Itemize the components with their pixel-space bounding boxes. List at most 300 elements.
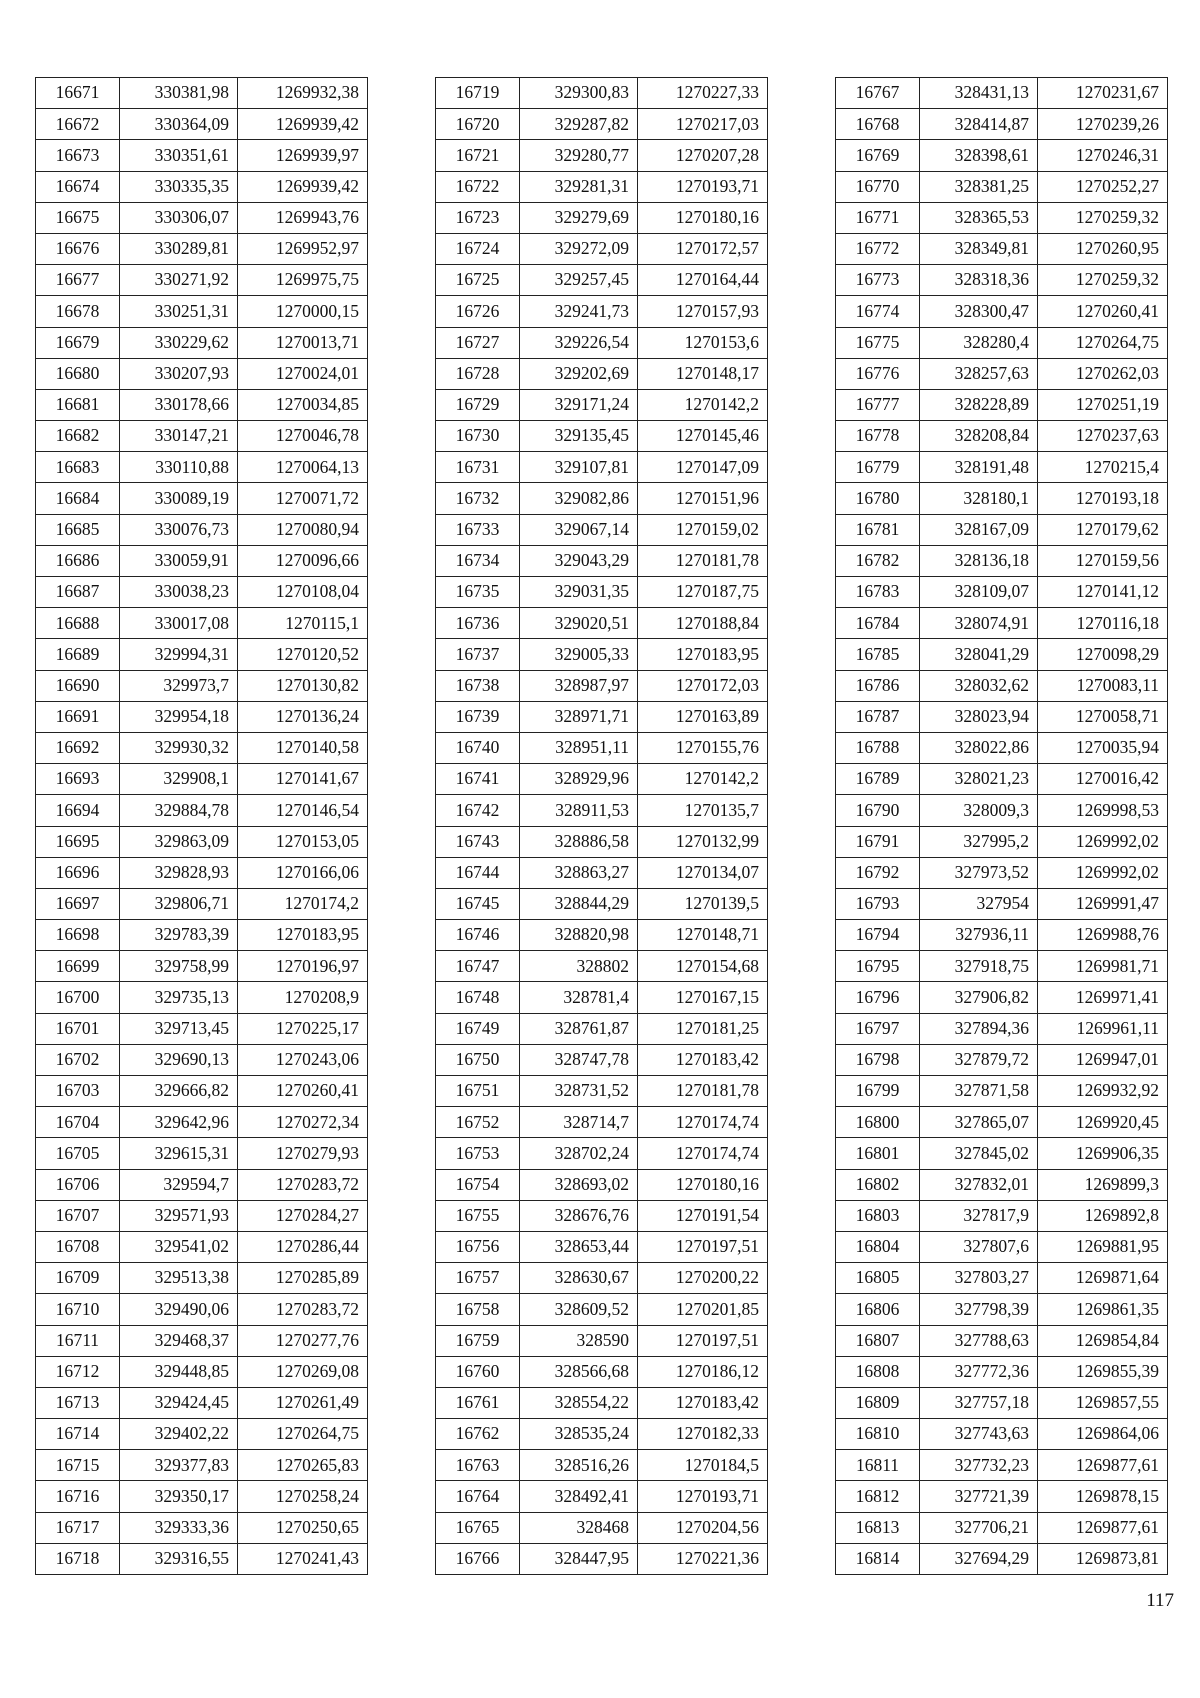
table-row	[836, 795, 1168, 826]
y-coordinate-cell: 1270251,19	[1038, 389, 1168, 420]
y-coordinate-cell: 1270283,72	[238, 1294, 368, 1325]
table-row	[36, 1231, 368, 1262]
y-coordinate-cell: 1270283,72	[238, 1169, 368, 1200]
point-number-cell: 16808	[836, 1356, 920, 1387]
x-coordinate-cell: 327879,72	[920, 1044, 1038, 1075]
table-row	[36, 1169, 368, 1200]
point-number-cell: 16729	[436, 389, 520, 420]
x-coordinate-cell: 328021,23	[920, 764, 1038, 795]
point-number-cell: 16676	[36, 233, 120, 264]
x-coordinate-cell: 329402,22	[120, 1419, 238, 1450]
x-coordinate-cell: 329202,69	[520, 358, 638, 389]
x-coordinate-cell: 327865,07	[920, 1107, 1038, 1138]
y-coordinate-cell: 1270134,07	[638, 857, 768, 888]
table-row	[436, 1543, 768, 1574]
y-coordinate-cell: 1269939,97	[238, 140, 368, 171]
x-coordinate-cell: 327732,23	[920, 1450, 1038, 1481]
x-coordinate-cell: 329758,99	[120, 951, 238, 982]
point-number-cell: 16708	[36, 1231, 120, 1262]
point-number-cell: 16705	[36, 1138, 120, 1169]
x-coordinate-cell: 328653,44	[520, 1231, 638, 1262]
y-coordinate-cell: 1270279,93	[238, 1138, 368, 1169]
point-number-cell: 16732	[436, 483, 520, 514]
coordinate-table-3	[835, 77, 1168, 1575]
x-coordinate-cell: 329424,45	[120, 1387, 238, 1418]
table-row	[436, 452, 768, 483]
x-coordinate-cell: 330306,07	[120, 202, 238, 233]
point-number-cell: 16797	[836, 1013, 920, 1044]
table-row	[36, 764, 368, 795]
y-coordinate-cell: 1269991,47	[1038, 888, 1168, 919]
x-coordinate-cell: 327973,52	[920, 857, 1038, 888]
x-coordinate-cell: 330089,19	[120, 483, 238, 514]
point-number-cell: 16799	[836, 1076, 920, 1107]
table-row	[436, 514, 768, 545]
x-coordinate-cell: 330289,81	[120, 233, 238, 264]
y-coordinate-cell: 1270200,22	[638, 1263, 768, 1294]
table-row	[836, 826, 1168, 857]
x-coordinate-cell: 330017,08	[120, 608, 238, 639]
table-row	[436, 327, 768, 358]
point-number-cell: 16728	[436, 358, 520, 389]
x-coordinate-cell: 328414,87	[920, 109, 1038, 140]
point-number-cell: 16741	[436, 764, 520, 795]
x-coordinate-cell: 328951,11	[520, 732, 638, 763]
x-coordinate-cell: 327743,63	[920, 1419, 1038, 1450]
table-body	[836, 78, 1168, 1575]
x-coordinate-cell: 329666,82	[120, 1076, 238, 1107]
point-number-cell: 16762	[436, 1419, 520, 1450]
point-number-cell: 16684	[36, 483, 120, 514]
x-coordinate-cell: 327706,21	[920, 1512, 1038, 1543]
x-coordinate-cell: 328516,26	[520, 1450, 638, 1481]
table-row	[36, 140, 368, 171]
x-coordinate-cell: 328381,25	[920, 171, 1038, 202]
x-coordinate-cell: 329490,06	[120, 1294, 238, 1325]
point-number-cell: 16747	[436, 951, 520, 982]
table-row	[436, 920, 768, 951]
point-number-cell: 16706	[36, 1169, 120, 1200]
y-coordinate-cell: 1270250,65	[238, 1512, 368, 1543]
table-row	[36, 1200, 368, 1231]
table-row	[36, 670, 368, 701]
y-coordinate-cell: 1270231,67	[1038, 78, 1168, 109]
point-number-cell: 16787	[836, 701, 920, 732]
table-row	[36, 421, 368, 452]
x-coordinate-cell: 329594,7	[120, 1169, 238, 1200]
x-coordinate-cell: 329279,69	[520, 202, 638, 233]
x-coordinate-cell: 330271,92	[120, 265, 238, 296]
table-row	[836, 109, 1168, 140]
point-number-cell: 16772	[836, 233, 920, 264]
y-coordinate-cell: 1270166,06	[238, 857, 368, 888]
y-coordinate-cell: 1269854,84	[1038, 1325, 1168, 1356]
x-coordinate-cell: 329031,35	[520, 577, 638, 608]
y-coordinate-cell: 1270183,42	[638, 1044, 768, 1075]
point-number-cell: 16779	[836, 452, 920, 483]
x-coordinate-cell: 329735,13	[120, 982, 238, 1013]
y-coordinate-cell: 1269864,06	[1038, 1419, 1168, 1450]
table-row	[836, 265, 1168, 296]
x-coordinate-cell: 328929,96	[520, 764, 638, 795]
y-coordinate-cell: 1270227,33	[638, 78, 768, 109]
table-row	[436, 1076, 768, 1107]
x-coordinate-cell: 328009,3	[920, 795, 1038, 826]
point-number-cell: 16712	[36, 1356, 120, 1387]
y-coordinate-cell: 1269871,64	[1038, 1263, 1168, 1294]
x-coordinate-cell: 329615,31	[120, 1138, 238, 1169]
x-coordinate-cell: 329300,83	[520, 78, 638, 109]
point-number-cell: 16760	[436, 1356, 520, 1387]
y-coordinate-cell: 1269961,11	[1038, 1013, 1168, 1044]
x-coordinate-cell: 328820,98	[520, 920, 638, 951]
table-row	[836, 1543, 1168, 1574]
point-number-cell: 16742	[436, 795, 520, 826]
point-number-cell: 16755	[436, 1200, 520, 1231]
table-row	[836, 327, 1168, 358]
x-coordinate-cell: 329954,18	[120, 701, 238, 732]
point-number-cell: 16690	[36, 670, 120, 701]
table-row	[36, 1107, 368, 1138]
y-coordinate-cell: 1270252,27	[1038, 171, 1168, 202]
point-number-cell: 16725	[436, 265, 520, 296]
table-row	[36, 545, 368, 576]
point-number-cell: 16806	[836, 1294, 920, 1325]
y-coordinate-cell: 1269877,61	[1038, 1512, 1168, 1543]
y-coordinate-cell: 1269873,81	[1038, 1543, 1168, 1574]
table-row	[836, 483, 1168, 514]
y-coordinate-cell: 1270034,85	[238, 389, 368, 420]
table-row	[436, 1107, 768, 1138]
y-coordinate-cell: 1270193,71	[638, 171, 768, 202]
x-coordinate-cell: 328987,97	[520, 670, 638, 701]
point-number-cell: 16730	[436, 421, 520, 452]
y-coordinate-cell: 1270174,2	[238, 888, 368, 919]
x-coordinate-cell: 328191,48	[920, 452, 1038, 483]
y-coordinate-cell: 1269939,42	[238, 109, 368, 140]
point-number-cell: 16683	[36, 452, 120, 483]
table-row	[836, 577, 1168, 608]
x-coordinate-cell: 328074,91	[920, 608, 1038, 639]
x-coordinate-cell: 328041,29	[920, 639, 1038, 670]
table-row	[436, 1200, 768, 1231]
x-coordinate-cell: 327798,39	[920, 1294, 1038, 1325]
point-number-cell: 16757	[436, 1263, 520, 1294]
y-coordinate-cell: 1270208,9	[238, 982, 368, 1013]
point-number-cell: 16693	[36, 764, 120, 795]
table-row	[836, 1231, 1168, 1262]
y-coordinate-cell: 1270139,5	[638, 888, 768, 919]
x-coordinate-cell: 329690,13	[120, 1044, 238, 1075]
table-row	[436, 951, 768, 982]
y-coordinate-cell: 1270258,24	[238, 1481, 368, 1512]
x-coordinate-cell: 327817,9	[920, 1200, 1038, 1231]
y-coordinate-cell: 1270024,01	[238, 358, 368, 389]
y-coordinate-cell: 1270155,76	[638, 732, 768, 763]
y-coordinate-cell: 1269861,35	[1038, 1294, 1168, 1325]
x-coordinate-cell: 329908,1	[120, 764, 238, 795]
point-number-cell: 16699	[36, 951, 120, 982]
x-coordinate-cell: 329067,14	[520, 514, 638, 545]
x-coordinate-cell: 330381,98	[120, 78, 238, 109]
y-coordinate-cell: 1270180,16	[638, 1169, 768, 1200]
y-coordinate-cell: 1270186,12	[638, 1356, 768, 1387]
table-row	[36, 1481, 368, 1512]
point-number-cell: 16800	[836, 1107, 920, 1138]
y-coordinate-cell: 1269975,75	[238, 265, 368, 296]
y-coordinate-cell: 1270225,17	[238, 1013, 368, 1044]
table-row	[36, 265, 368, 296]
table-row	[836, 920, 1168, 951]
point-number-cell: 16767	[836, 78, 920, 109]
x-coordinate-cell: 327757,18	[920, 1387, 1038, 1418]
x-coordinate-cell: 328714,7	[520, 1107, 638, 1138]
y-coordinate-cell: 1269981,71	[1038, 951, 1168, 982]
x-coordinate-cell: 328492,41	[520, 1481, 638, 1512]
table-row	[836, 296, 1168, 327]
table-row	[36, 78, 368, 109]
point-number-cell: 16739	[436, 701, 520, 732]
x-coordinate-cell: 328365,53	[920, 202, 1038, 233]
x-coordinate-cell: 328731,52	[520, 1076, 638, 1107]
x-coordinate-cell: 328781,4	[520, 982, 638, 1013]
table-row	[436, 732, 768, 763]
x-coordinate-cell: 329257,45	[520, 265, 638, 296]
point-number-cell: 16685	[36, 514, 120, 545]
x-coordinate-cell: 327871,58	[920, 1076, 1038, 1107]
point-number-cell: 16780	[836, 483, 920, 514]
point-number-cell: 16688	[36, 608, 120, 639]
y-coordinate-cell: 1270265,83	[238, 1450, 368, 1481]
x-coordinate-cell: 327995,2	[920, 826, 1038, 857]
x-coordinate-cell: 327845,02	[920, 1138, 1038, 1169]
point-number-cell: 16793	[836, 888, 920, 919]
table-row	[36, 732, 368, 763]
table-row	[36, 577, 368, 608]
x-coordinate-cell: 330110,88	[120, 452, 238, 483]
table-row	[36, 1138, 368, 1169]
table-row	[436, 701, 768, 732]
point-number-cell: 16680	[36, 358, 120, 389]
x-coordinate-cell: 328761,87	[520, 1013, 638, 1044]
x-coordinate-cell: 328863,27	[520, 857, 638, 888]
point-number-cell: 16733	[436, 514, 520, 545]
table-row	[36, 514, 368, 545]
point-number-cell: 16782	[836, 545, 920, 576]
point-number-cell: 16704	[36, 1107, 120, 1138]
table-row	[836, 1387, 1168, 1418]
table-row	[436, 1044, 768, 1075]
table-row	[836, 1481, 1168, 1512]
point-number-cell: 16701	[36, 1013, 120, 1044]
x-coordinate-cell: 328280,4	[920, 327, 1038, 358]
table-row	[36, 982, 368, 1013]
point-number-cell: 16781	[836, 514, 920, 545]
y-coordinate-cell: 1270141,12	[1038, 577, 1168, 608]
table-row	[436, 608, 768, 639]
y-coordinate-cell: 1270142,2	[638, 764, 768, 795]
point-number-cell: 16776	[836, 358, 920, 389]
point-number-cell: 16714	[36, 1419, 120, 1450]
table-row	[836, 1013, 1168, 1044]
y-coordinate-cell: 1270181,78	[638, 1076, 768, 1107]
point-number-cell: 16707	[36, 1200, 120, 1231]
table-row	[836, 1450, 1168, 1481]
y-coordinate-cell: 1269952,97	[238, 233, 368, 264]
table-row	[836, 1325, 1168, 1356]
point-number-cell: 16686	[36, 545, 120, 576]
point-number-cell: 16700	[36, 982, 120, 1013]
y-coordinate-cell: 1270046,78	[238, 421, 368, 452]
table-row	[836, 639, 1168, 670]
point-number-cell: 16746	[436, 920, 520, 951]
y-coordinate-cell: 1270260,95	[1038, 233, 1168, 264]
x-coordinate-cell: 329350,17	[120, 1481, 238, 1512]
y-coordinate-cell: 1270080,94	[238, 514, 368, 545]
point-number-cell: 16790	[836, 795, 920, 826]
point-number-cell: 16694	[36, 795, 120, 826]
point-number-cell: 16698	[36, 920, 120, 951]
y-coordinate-cell: 1270145,46	[638, 421, 768, 452]
y-coordinate-cell: 1270285,89	[238, 1263, 368, 1294]
x-coordinate-cell: 330076,73	[120, 514, 238, 545]
table-row	[436, 1512, 768, 1543]
x-coordinate-cell: 329241,73	[520, 296, 638, 327]
table-row	[436, 1481, 768, 1512]
coordinate-table-2	[435, 77, 768, 1575]
y-coordinate-cell: 1270272,34	[238, 1107, 368, 1138]
y-coordinate-cell: 1270164,44	[638, 265, 768, 296]
y-coordinate-cell: 1270098,29	[1038, 639, 1168, 670]
point-number-cell: 16758	[436, 1294, 520, 1325]
point-number-cell: 16703	[36, 1076, 120, 1107]
point-number-cell: 16769	[836, 140, 920, 171]
table-row	[36, 389, 368, 420]
point-number-cell: 16811	[836, 1450, 920, 1481]
point-number-cell: 16715	[36, 1450, 120, 1481]
table-row	[836, 1044, 1168, 1075]
table-row	[436, 265, 768, 296]
point-number-cell: 16761	[436, 1387, 520, 1418]
point-number-cell: 16785	[836, 639, 920, 670]
x-coordinate-cell: 329468,37	[120, 1325, 238, 1356]
point-number-cell: 16812	[836, 1481, 920, 1512]
table-row	[36, 701, 368, 732]
point-number-cell: 16721	[436, 140, 520, 171]
point-number-cell: 16766	[436, 1543, 520, 1574]
table-row	[836, 514, 1168, 545]
y-coordinate-cell: 1270269,08	[238, 1356, 368, 1387]
x-coordinate-cell: 330351,61	[120, 140, 238, 171]
y-coordinate-cell: 1270183,42	[638, 1387, 768, 1418]
y-coordinate-cell: 1269947,01	[1038, 1044, 1168, 1075]
point-number-cell: 16801	[836, 1138, 920, 1169]
table-row	[436, 109, 768, 140]
x-coordinate-cell: 328023,94	[920, 701, 1038, 732]
table-row	[836, 358, 1168, 389]
x-coordinate-cell: 329513,38	[120, 1263, 238, 1294]
table-row	[36, 1419, 368, 1450]
x-coordinate-cell: 327807,6	[920, 1231, 1038, 1262]
table-row	[436, 483, 768, 514]
table-row	[436, 1356, 768, 1387]
table-row	[436, 670, 768, 701]
point-number-cell: 16788	[836, 732, 920, 763]
x-coordinate-cell: 330251,31	[120, 296, 238, 327]
y-coordinate-cell: 1270120,52	[238, 639, 368, 670]
y-coordinate-cell: 1269932,38	[238, 78, 368, 109]
table-row	[836, 452, 1168, 483]
point-number-cell: 16713	[36, 1387, 120, 1418]
table-row	[36, 171, 368, 202]
point-number-cell: 16675	[36, 202, 120, 233]
x-coordinate-cell: 329082,86	[520, 483, 638, 514]
point-number-cell: 16802	[836, 1169, 920, 1200]
y-coordinate-cell: 1269857,55	[1038, 1387, 1168, 1418]
table-row	[836, 732, 1168, 763]
table-row	[836, 389, 1168, 420]
x-coordinate-cell: 328911,53	[520, 795, 638, 826]
table-row	[436, 1169, 768, 1200]
table-row	[836, 888, 1168, 919]
x-coordinate-cell: 328630,67	[520, 1263, 638, 1294]
x-coordinate-cell: 329783,39	[120, 920, 238, 951]
x-coordinate-cell: 327788,63	[920, 1325, 1038, 1356]
table-row	[436, 202, 768, 233]
point-number-cell: 16813	[836, 1512, 920, 1543]
y-coordinate-cell: 1270284,27	[238, 1200, 368, 1231]
table-row	[436, 140, 768, 171]
y-coordinate-cell: 1270259,32	[1038, 265, 1168, 296]
x-coordinate-cell: 329107,81	[520, 452, 638, 483]
y-coordinate-cell: 1270154,68	[638, 951, 768, 982]
x-coordinate-cell: 328971,71	[520, 701, 638, 732]
x-coordinate-cell: 329713,45	[120, 1013, 238, 1044]
y-coordinate-cell: 1270180,16	[638, 202, 768, 233]
point-number-cell: 16710	[36, 1294, 120, 1325]
point-number-cell: 16720	[436, 109, 520, 140]
y-coordinate-cell: 1269988,76	[1038, 920, 1168, 951]
y-coordinate-cell: 1270159,56	[1038, 545, 1168, 576]
x-coordinate-cell: 330059,91	[120, 545, 238, 576]
table-row	[836, 1294, 1168, 1325]
point-number-cell: 16726	[436, 296, 520, 327]
point-number-cell: 16736	[436, 608, 520, 639]
x-coordinate-cell: 328693,02	[520, 1169, 638, 1200]
point-number-cell: 16770	[836, 171, 920, 202]
x-coordinate-cell: 329994,31	[120, 639, 238, 670]
x-coordinate-cell: 329333,36	[120, 1512, 238, 1543]
table-row	[436, 233, 768, 264]
y-coordinate-cell: 1270016,42	[1038, 764, 1168, 795]
y-coordinate-cell: 1270148,17	[638, 358, 768, 389]
point-number-cell: 16798	[836, 1044, 920, 1075]
point-number-cell: 16759	[436, 1325, 520, 1356]
table-row	[436, 1294, 768, 1325]
y-coordinate-cell: 1270182,33	[638, 1419, 768, 1450]
point-number-cell: 16744	[436, 857, 520, 888]
y-coordinate-cell: 1270140,58	[238, 732, 368, 763]
point-number-cell: 16768	[836, 109, 920, 140]
table-row	[836, 1419, 1168, 1450]
point-number-cell: 16678	[36, 296, 120, 327]
y-coordinate-cell: 1270148,71	[638, 920, 768, 951]
point-number-cell: 16687	[36, 577, 120, 608]
y-coordinate-cell: 1270151,96	[638, 483, 768, 514]
point-number-cell: 16783	[836, 577, 920, 608]
table-row	[436, 78, 768, 109]
x-coordinate-cell: 330038,23	[120, 577, 238, 608]
